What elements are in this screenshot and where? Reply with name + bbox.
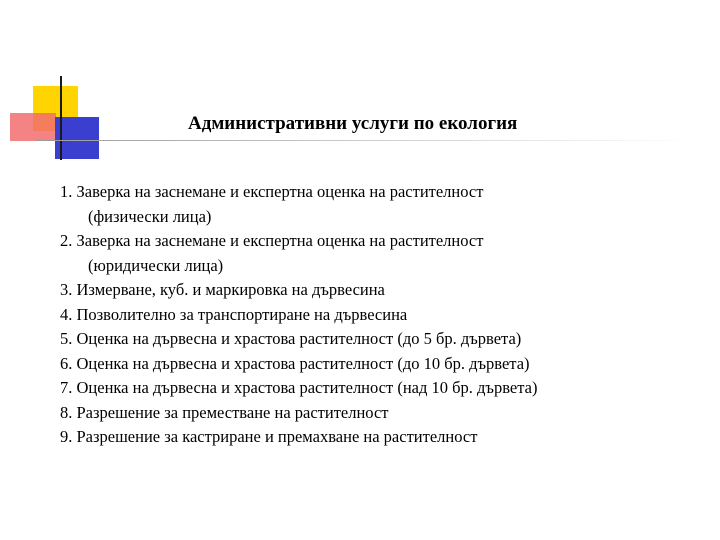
title-decoration-vertical-line (60, 76, 62, 160)
list-item-3 (60, 278, 700, 303)
list-item-2 (60, 229, 700, 278)
list-item-text: 7. Оценка на дървесна и храстова растителност (над 10 бр. дървета) (60, 378, 538, 397)
title-decoration-red-bar (10, 113, 56, 141)
list-item-6 (60, 352, 700, 377)
list-item-text: 3. Измерване, куб. и маркировка на дървесина (60, 280, 385, 299)
list-item-7 (60, 376, 700, 401)
list-item-1 (60, 180, 700, 229)
list-item-text: 1. Заверка на заснемане и експертна оценка на растителност (60, 182, 484, 201)
slide-title: Административни услуги по екология (188, 113, 518, 134)
list-item-text: 4. Позволително за транспортиране на дървесина (60, 304, 408, 324)
list-item-text: 9. Разрешение за кастриране и премахване на растителност (60, 427, 478, 446)
list-item-8 (60, 401, 700, 426)
list-item-9 (60, 425, 700, 450)
list-item-text: 5. Оценка на дървесна и храстова растителност (до 5 бр. дървета) (60, 329, 522, 348)
list-item-continuation: (юридически лица) (88, 255, 224, 275)
title-underline-rule (36, 140, 696, 141)
list-item-continuation: (физически лица) (88, 206, 212, 226)
list-item-5 (60, 327, 700, 352)
list-item-4 (60, 303, 700, 328)
list-item-text: 8. Разрешение за преместване на растителност (60, 402, 389, 422)
services-list (60, 180, 700, 450)
list-item-text: 6. Оценка на дървесна и храстова растителност (до 10 бр. дървета) (60, 353, 530, 373)
list-item-text: 2. Заверка на заснемане и експертна оценка на растителност (60, 231, 484, 250)
